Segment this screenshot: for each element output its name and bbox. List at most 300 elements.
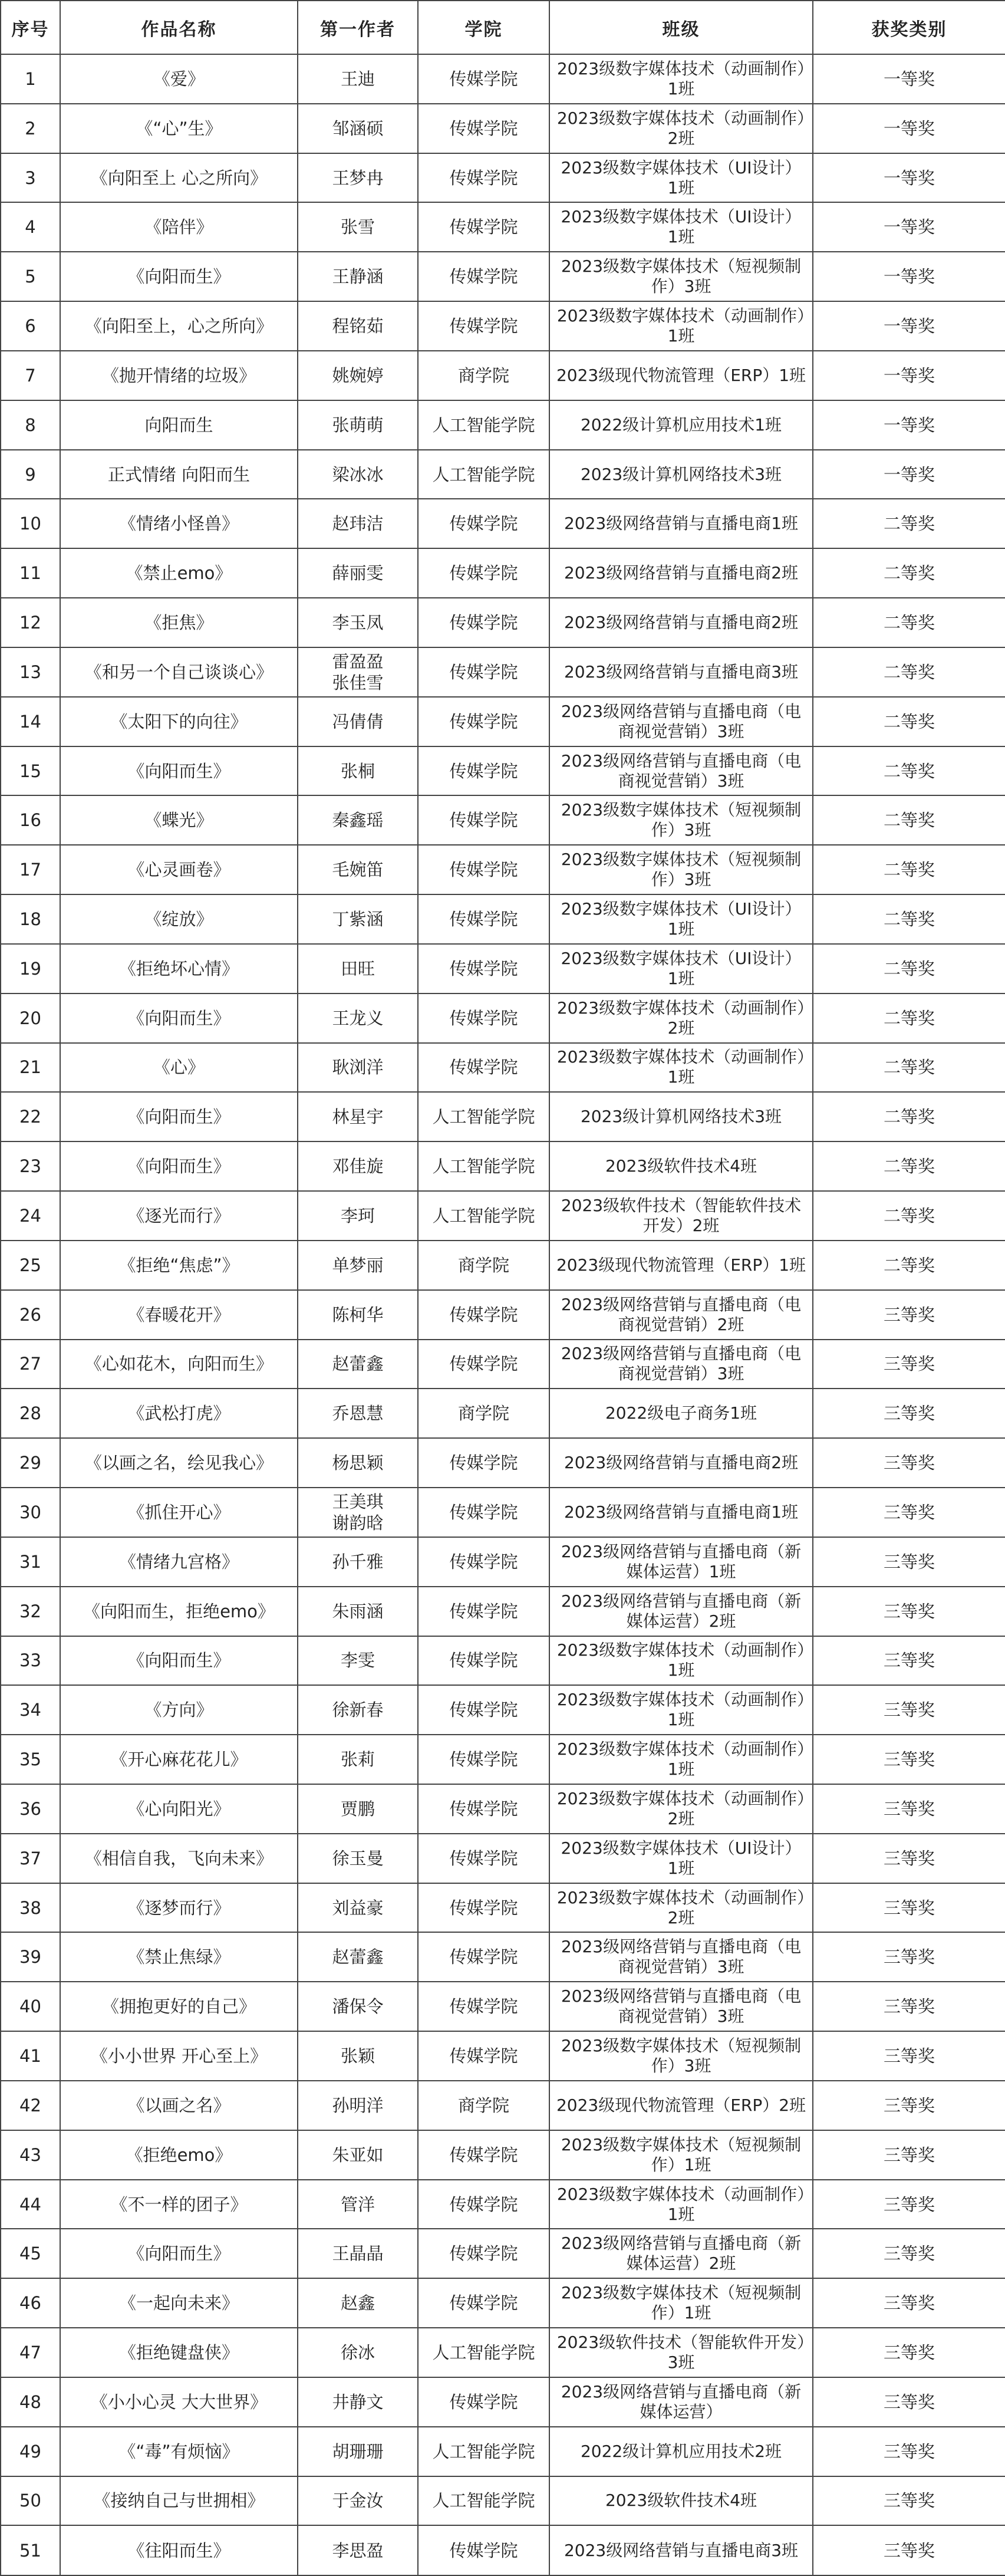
cell-first-author: 冯倩倩 <box>298 697 418 746</box>
cell-first-author: 赵鑫 <box>298 2278 418 2328</box>
cell-award: 一等奖 <box>813 104 1005 153</box>
cell-first-author: 薛丽雯 <box>298 548 418 598</box>
cell-award: 三等奖 <box>813 1834 1005 1883</box>
cell-award: 三等奖 <box>813 2130 1005 2180</box>
cell-award: 二等奖 <box>813 499 1005 548</box>
cell-index: 40 <box>1 1982 60 2031</box>
table-row <box>1 647 1005 697</box>
cell-award: 三等奖 <box>813 2031 1005 2081</box>
cell-first-author: 胡珊珊 <box>298 2427 418 2476</box>
cell-first-author: 毛婉笛 <box>298 845 418 894</box>
table-row <box>1 845 1005 894</box>
table-row <box>1 1883 1005 1933</box>
cell-index: 31 <box>1 1537 60 1587</box>
cell-first-author: 丁紫涵 <box>298 894 418 944</box>
cell-first-author: 李珂 <box>298 1191 418 1241</box>
cell-first-author: 雷盈盈 张佳雪 <box>298 647 418 697</box>
cell-first-author: 邹涵硕 <box>298 104 418 153</box>
cell-first-author: 徐冰 <box>298 2328 418 2377</box>
cell-first-author: 王美琪 谢韵晗 <box>298 1488 418 1537</box>
cell-award: 一等奖 <box>813 202 1005 252</box>
cell-work-title: 《“心”生》 <box>60 104 298 153</box>
cell-class: 2023级数字媒体技术（动画制作）2班 <box>549 1883 813 1933</box>
cell-work-title: 《抛开情绪的垃圾》 <box>60 351 298 400</box>
cell-first-author: 孙千雅 <box>298 1537 418 1587</box>
table-row <box>1 746 1005 796</box>
table-row <box>1 2180 1005 2229</box>
cell-college: 传媒学院 <box>418 2180 549 2229</box>
cell-index: 43 <box>1 2130 60 2180</box>
cell-first-author: 秦鑫瑶 <box>298 795 418 845</box>
cell-work-title: 向阳而生 <box>60 400 298 450</box>
cell-work-title: 《向阳而生》 <box>60 1092 298 1141</box>
cell-work-title: 《禁止焦绿》 <box>60 1932 298 1982</box>
cell-work-title: 《向阳而生》 <box>60 1636 298 1686</box>
cell-index: 24 <box>1 1191 60 1241</box>
cell-award: 一等奖 <box>813 54 1005 104</box>
cell-college: 传媒学院 <box>418 697 549 746</box>
cell-work-title: 《拒焦》 <box>60 598 298 647</box>
cell-college: 人工智能学院 <box>418 2427 549 2476</box>
cell-class: 2023级网络营销与直播电商2班 <box>549 548 813 598</box>
cell-first-author: 张颖 <box>298 2031 418 2081</box>
table-row <box>1 104 1005 153</box>
cell-college: 传媒学院 <box>418 598 549 647</box>
cell-index: 32 <box>1 1587 60 1636</box>
cell-award: 二等奖 <box>813 845 1005 894</box>
cell-class: 2023级网络营销与直播电商（电商视觉营销）3班 <box>549 1340 813 1389</box>
cell-index: 26 <box>1 1290 60 1340</box>
cell-first-author: 王静涵 <box>298 252 418 301</box>
cell-class: 2023级网络营销与直播电商1班 <box>549 1488 813 1537</box>
cell-award: 三等奖 <box>813 2328 1005 2377</box>
table-row <box>1 1389 1005 1438</box>
cell-college: 传媒学院 <box>418 54 549 104</box>
cell-work-title: 《拥抱更好的自己》 <box>60 1982 298 2031</box>
table-row <box>1 499 1005 548</box>
cell-award: 一等奖 <box>813 301 1005 351</box>
cell-award: 二等奖 <box>813 894 1005 944</box>
cell-award: 二等奖 <box>813 746 1005 796</box>
cell-award: 三等奖 <box>813 2180 1005 2229</box>
table-row <box>1 1834 1005 1883</box>
cell-work-title: 《蝶光》 <box>60 795 298 845</box>
cell-index: 36 <box>1 1784 60 1834</box>
cell-first-author: 贾鹏 <box>298 1784 418 1834</box>
cell-index: 8 <box>1 400 60 450</box>
table-row <box>1 1340 1005 1389</box>
cell-college: 人工智能学院 <box>418 1141 549 1191</box>
cell-award: 三等奖 <box>813 1982 1005 2031</box>
table-row <box>1 1043 1005 1093</box>
cell-class: 2023级数字媒体技术（动画制作）1班 <box>549 1685 813 1735</box>
cell-first-author: 王迪 <box>298 54 418 104</box>
table-row <box>1 54 1005 104</box>
table-body <box>1 54 1005 2575</box>
cell-award: 二等奖 <box>813 1191 1005 1241</box>
cell-first-author: 单梦丽 <box>298 1241 418 1290</box>
table-row <box>1 993 1005 1043</box>
cell-index: 46 <box>1 2278 60 2328</box>
table-row <box>1 1784 1005 1834</box>
cell-first-author: 徐玉曼 <box>298 1834 418 1883</box>
cell-work-title: 《心》 <box>60 1043 298 1093</box>
table-row <box>1 351 1005 400</box>
header-work-title: 作品名称 <box>60 1 298 54</box>
cell-index: 14 <box>1 697 60 746</box>
cell-college: 传媒学院 <box>418 104 549 153</box>
cell-college: 传媒学院 <box>418 2031 549 2081</box>
cell-index: 29 <box>1 1438 60 1488</box>
cell-award: 三等奖 <box>813 1488 1005 1537</box>
cell-award: 一等奖 <box>813 450 1005 499</box>
cell-college: 传媒学院 <box>418 1290 549 1340</box>
cell-class: 2023级软件技术（智能软件技术开发）2班 <box>549 1191 813 1241</box>
cell-index: 25 <box>1 1241 60 1290</box>
cell-class: 2022级计算机应用技术2班 <box>549 2427 813 2476</box>
cell-index: 12 <box>1 598 60 647</box>
cell-award: 三等奖 <box>813 1685 1005 1735</box>
cell-work-title: 《心灵画卷》 <box>60 845 298 894</box>
cell-award: 三等奖 <box>813 2377 1005 2427</box>
table-row <box>1 2476 1005 2526</box>
cell-work-title: 《向阳而生》 <box>60 2229 298 2278</box>
cell-index: 9 <box>1 450 60 499</box>
cell-class: 2023级网络营销与直播电商3班 <box>549 647 813 697</box>
cell-class: 2023级数字媒体技术（UI设计）1班 <box>549 202 813 252</box>
cell-first-author: 孙明洋 <box>298 2081 418 2130</box>
cell-index: 22 <box>1 1092 60 1141</box>
cell-index: 10 <box>1 499 60 548</box>
cell-class: 2023级数字媒体技术（UI设计）1班 <box>549 944 813 993</box>
cell-index: 50 <box>1 2476 60 2526</box>
cell-college: 传媒学院 <box>418 1834 549 1883</box>
cell-award: 二等奖 <box>813 697 1005 746</box>
cell-class: 2023级网络营销与直播电商（电商视觉营销）3班 <box>549 1932 813 1982</box>
cell-work-title: 《春暖花开》 <box>60 1290 298 1340</box>
cell-index: 5 <box>1 252 60 301</box>
table-row <box>1 1537 1005 1587</box>
cell-class: 2023级计算机网络技术3班 <box>549 1092 813 1141</box>
cell-college: 商学院 <box>418 1389 549 1438</box>
cell-work-title: 《情绪九宫格》 <box>60 1537 298 1587</box>
cell-work-title: 《小小世界 开心至上》 <box>60 2031 298 2081</box>
cell-index: 7 <box>1 351 60 400</box>
cell-work-title: 《不一样的团子》 <box>60 2180 298 2229</box>
cell-college: 传媒学院 <box>418 2525 549 2575</box>
cell-college: 传媒学院 <box>418 795 549 845</box>
cell-work-title: 《拒绝“焦虑”》 <box>60 1241 298 1290</box>
cell-class: 2023级数字媒体技术（动画制作）2班 <box>549 993 813 1043</box>
cell-first-author: 林星宇 <box>298 1092 418 1141</box>
table-row <box>1 1290 1005 1340</box>
cell-class: 2023级网络营销与直播电商2班 <box>549 598 813 647</box>
header-first-author: 第一作者 <box>298 1 418 54</box>
cell-class: 2023级数字媒体技术（短视频制作）1班 <box>549 2278 813 2328</box>
cell-first-author: 张雪 <box>298 202 418 252</box>
cell-college: 传媒学院 <box>418 2229 549 2278</box>
cell-index: 27 <box>1 1340 60 1389</box>
cell-award: 一等奖 <box>813 153 1005 203</box>
cell-award: 二等奖 <box>813 1241 1005 1290</box>
cell-college: 商学院 <box>418 2081 549 2130</box>
cell-index: 18 <box>1 894 60 944</box>
header-class: 班级 <box>549 1 813 54</box>
cell-work-title: 《陪伴》 <box>60 202 298 252</box>
cell-college: 传媒学院 <box>418 1735 549 1784</box>
table-row <box>1 548 1005 598</box>
cell-first-author: 赵蕾鑫 <box>298 1340 418 1389</box>
cell-class: 2023级数字媒体技术（UI设计）1班 <box>549 153 813 203</box>
cell-work-title: 《以画之名》 <box>60 2081 298 2130</box>
cell-first-author: 于金汝 <box>298 2476 418 2526</box>
cell-work-title: 《方向》 <box>60 1685 298 1735</box>
table-row <box>1 153 1005 203</box>
cell-work-title: 《情绪小怪兽》 <box>60 499 298 548</box>
cell-award: 三等奖 <box>813 1438 1005 1488</box>
cell-class: 2023级网络营销与直播电商（新媒体运营）2班 <box>549 1587 813 1636</box>
cell-award: 三等奖 <box>813 2229 1005 2278</box>
cell-college: 传媒学院 <box>418 202 549 252</box>
cell-index: 37 <box>1 1834 60 1883</box>
table-row <box>1 2278 1005 2328</box>
cell-class: 2023级数字媒体技术（短视频制作）3班 <box>549 252 813 301</box>
cell-index: 17 <box>1 845 60 894</box>
cell-work-title: 《心向阳光》 <box>60 1784 298 1834</box>
cell-work-title: 《一起向未来》 <box>60 2278 298 2328</box>
table-row <box>1 944 1005 993</box>
cell-index: 38 <box>1 1883 60 1933</box>
cell-class: 2023级网络营销与直播电商（电商视觉营销）3班 <box>549 697 813 746</box>
table-row <box>1 697 1005 746</box>
cell-college: 传媒学院 <box>418 548 549 598</box>
cell-college: 传媒学院 <box>418 647 549 697</box>
cell-class: 2023级数字媒体技术（动画制作）1班 <box>549 2180 813 2229</box>
table-row <box>1 2130 1005 2180</box>
cell-work-title: 《向阳至上 心之所向》 <box>60 153 298 203</box>
cell-first-author: 梁冰冰 <box>298 450 418 499</box>
cell-award: 三等奖 <box>813 1636 1005 1686</box>
cell-award: 二等奖 <box>813 944 1005 993</box>
cell-class: 2023级网络营销与直播电商1班 <box>549 499 813 548</box>
cell-class: 2023级数字媒体技术（短视频制作）3班 <box>549 845 813 894</box>
cell-award: 一等奖 <box>813 400 1005 450</box>
cell-award: 二等奖 <box>813 993 1005 1043</box>
cell-college: 传媒学院 <box>418 746 549 796</box>
cell-index: 45 <box>1 2229 60 2278</box>
cell-college: 传媒学院 <box>418 1438 549 1488</box>
header-award: 获奖类别 <box>813 1 1005 54</box>
cell-work-title: 《禁止emo》 <box>60 548 298 598</box>
cell-award: 三等奖 <box>813 1784 1005 1834</box>
cell-award: 三等奖 <box>813 1735 1005 1784</box>
cell-work-title: 《向阳至上，心之所向》 <box>60 301 298 351</box>
cell-award: 三等奖 <box>813 1290 1005 1340</box>
cell-award: 三等奖 <box>813 2525 1005 2575</box>
cell-first-author: 田旺 <box>298 944 418 993</box>
cell-college: 传媒学院 <box>418 1587 549 1636</box>
cell-college: 传媒学院 <box>418 1883 549 1933</box>
cell-class: 2022级计算机应用技术1班 <box>549 400 813 450</box>
cell-award: 三等奖 <box>813 2081 1005 2130</box>
table-row <box>1 252 1005 301</box>
cell-college: 传媒学院 <box>418 993 549 1043</box>
cell-first-author: 潘保令 <box>298 1982 418 2031</box>
cell-work-title: 《向阳而生》 <box>60 252 298 301</box>
cell-work-title: 《向阳而生，拒绝emo》 <box>60 1587 298 1636</box>
cell-work-title: 《向阳而生》 <box>60 993 298 1043</box>
cell-award: 三等奖 <box>813 1537 1005 1587</box>
cell-index: 49 <box>1 2427 60 2476</box>
cell-work-title: 《开心麻花花儿》 <box>60 1735 298 1784</box>
cell-award: 一等奖 <box>813 252 1005 301</box>
cell-index: 42 <box>1 2081 60 2130</box>
table-row <box>1 1685 1005 1735</box>
cell-index: 23 <box>1 1141 60 1191</box>
cell-class: 2023级数字媒体技术（动画制作）1班 <box>549 301 813 351</box>
cell-work-title: 《太阳下的向往》 <box>60 697 298 746</box>
table-row <box>1 1241 1005 1290</box>
cell-work-title: 《抓住开心》 <box>60 1488 298 1537</box>
cell-work-title: 《心如花木，向阳而生》 <box>60 1340 298 1389</box>
cell-award: 二等奖 <box>813 598 1005 647</box>
cell-class: 2023级软件技术4班 <box>549 2476 813 2526</box>
cell-college: 传媒学院 <box>418 1340 549 1389</box>
cell-class: 2023级数字媒体技术（动画制作）1班 <box>549 54 813 104</box>
cell-work-title: 《和另一个自己谈谈心》 <box>60 647 298 697</box>
cell-class: 2023级网络营销与直播电商（新媒体运营） <box>549 2377 813 2427</box>
cell-class: 2023级数字媒体技术（短视频制作）1班 <box>549 2130 813 2180</box>
table-row <box>1 2081 1005 2130</box>
cell-index: 13 <box>1 647 60 697</box>
cell-college: 人工智能学院 <box>418 1191 549 1241</box>
header-index: 序号 <box>1 1 60 54</box>
cell-index: 28 <box>1 1389 60 1438</box>
cell-award: 三等奖 <box>813 1883 1005 1933</box>
header-row <box>1 1 1005 54</box>
cell-index: 21 <box>1 1043 60 1093</box>
cell-first-author: 赵蕾鑫 <box>298 1932 418 1982</box>
cell-first-author: 程铭茹 <box>298 301 418 351</box>
cell-work-title: 《逐光而行》 <box>60 1191 298 1241</box>
table-row <box>1 1636 1005 1686</box>
cell-index: 34 <box>1 1685 60 1735</box>
table-row <box>1 2427 1005 2476</box>
cell-college: 人工智能学院 <box>418 400 549 450</box>
cell-work-title: 《小小心灵 大大世界》 <box>60 2377 298 2427</box>
table-row <box>1 2031 1005 2081</box>
cell-first-author: 王晶晶 <box>298 2229 418 2278</box>
cell-first-author: 张萌萌 <box>298 400 418 450</box>
cell-class: 2023级网络营销与直播电商（电商视觉营销）3班 <box>549 1982 813 2031</box>
cell-first-author: 杨思颖 <box>298 1438 418 1488</box>
cell-class: 2023级网络营销与直播电商（电商视觉营销）2班 <box>549 1290 813 1340</box>
cell-college: 传媒学院 <box>418 944 549 993</box>
cell-work-title: 《拒绝坏心情》 <box>60 944 298 993</box>
cell-work-title: 《往阳而生》 <box>60 2525 298 2575</box>
cell-college: 传媒学院 <box>418 894 549 944</box>
header-college: 学院 <box>418 1 549 54</box>
cell-class: 2023级数字媒体技术（动画制作）2班 <box>549 104 813 153</box>
cell-award: 三等奖 <box>813 2278 1005 2328</box>
cell-college: 传媒学院 <box>418 252 549 301</box>
cell-first-author: 李玉凤 <box>298 598 418 647</box>
cell-college: 商学院 <box>418 1241 549 1290</box>
table-row <box>1 301 1005 351</box>
cell-award: 二等奖 <box>813 647 1005 697</box>
cell-college: 传媒学院 <box>418 1685 549 1735</box>
cell-award: 二等奖 <box>813 1092 1005 1141</box>
cell-award: 三等奖 <box>813 1389 1005 1438</box>
table-row <box>1 450 1005 499</box>
cell-college: 传媒学院 <box>418 1784 549 1834</box>
cell-index: 39 <box>1 1932 60 1982</box>
cell-index: 41 <box>1 2031 60 2081</box>
cell-class: 2023级计算机网络技术3班 <box>549 450 813 499</box>
cell-work-title: 《向阳而生》 <box>60 1141 298 1191</box>
cell-index: 33 <box>1 1636 60 1686</box>
cell-work-title: 《拒绝emo》 <box>60 2130 298 2180</box>
cell-index: 44 <box>1 2180 60 2229</box>
cell-class: 2023级网络营销与直播电商（电商视觉营销）3班 <box>549 746 813 796</box>
cell-first-author: 井静文 <box>298 2377 418 2427</box>
table-row <box>1 400 1005 450</box>
cell-first-author: 张莉 <box>298 1735 418 1784</box>
cell-class: 2023级数字媒体技术（动画制作）1班 <box>549 1735 813 1784</box>
cell-class: 2023级数字媒体技术（短视频制作）3班 <box>549 795 813 845</box>
cell-college: 人工智能学院 <box>418 2476 549 2526</box>
cell-index: 1 <box>1 54 60 104</box>
cell-index: 47 <box>1 2328 60 2377</box>
table-row <box>1 1982 1005 2031</box>
cell-index: 3 <box>1 153 60 203</box>
cell-index: 16 <box>1 795 60 845</box>
cell-class: 2023级数字媒体技术（动画制作）1班 <box>549 1043 813 1093</box>
cell-first-author: 王梦冉 <box>298 153 418 203</box>
cell-first-author: 王龙义 <box>298 993 418 1043</box>
cell-class: 2023级网络营销与直播电商2班 <box>549 1438 813 1488</box>
cell-first-author: 徐新春 <box>298 1685 418 1735</box>
cell-award: 三等奖 <box>813 2427 1005 2476</box>
cell-college: 传媒学院 <box>418 153 549 203</box>
cell-class: 2023级数字媒体技术（UI设计）1班 <box>549 1834 813 1883</box>
cell-award: 二等奖 <box>813 1141 1005 1191</box>
cell-award: 三等奖 <box>813 1340 1005 1389</box>
cell-index: 15 <box>1 746 60 796</box>
cell-first-author: 管洋 <box>298 2180 418 2229</box>
table-row <box>1 1141 1005 1191</box>
cell-college: 传媒学院 <box>418 2377 549 2427</box>
cell-class: 2023级数字媒体技术（动画制作）1班 <box>549 1636 813 1686</box>
table-row <box>1 1438 1005 1488</box>
cell-first-author: 李思盈 <box>298 2525 418 2575</box>
table-row <box>1 795 1005 845</box>
cell-first-author: 耿浏洋 <box>298 1043 418 1093</box>
table-row <box>1 1932 1005 1982</box>
cell-award: 三等奖 <box>813 1932 1005 1982</box>
cell-class: 2023级现代物流管理（ERP）2班 <box>549 2081 813 2130</box>
cell-first-author: 朱亚如 <box>298 2130 418 2180</box>
table-row <box>1 1092 1005 1141</box>
cell-work-title: 《“毒”有烦恼》 <box>60 2427 298 2476</box>
cell-index: 6 <box>1 301 60 351</box>
table-row <box>1 894 1005 944</box>
cell-first-author: 赵玮洁 <box>298 499 418 548</box>
cell-index: 2 <box>1 104 60 153</box>
cell-index: 19 <box>1 944 60 993</box>
cell-first-author: 乔恩慧 <box>298 1389 418 1438</box>
cell-class: 2023级网络营销与直播电商（新媒体运营）2班 <box>549 2229 813 2278</box>
